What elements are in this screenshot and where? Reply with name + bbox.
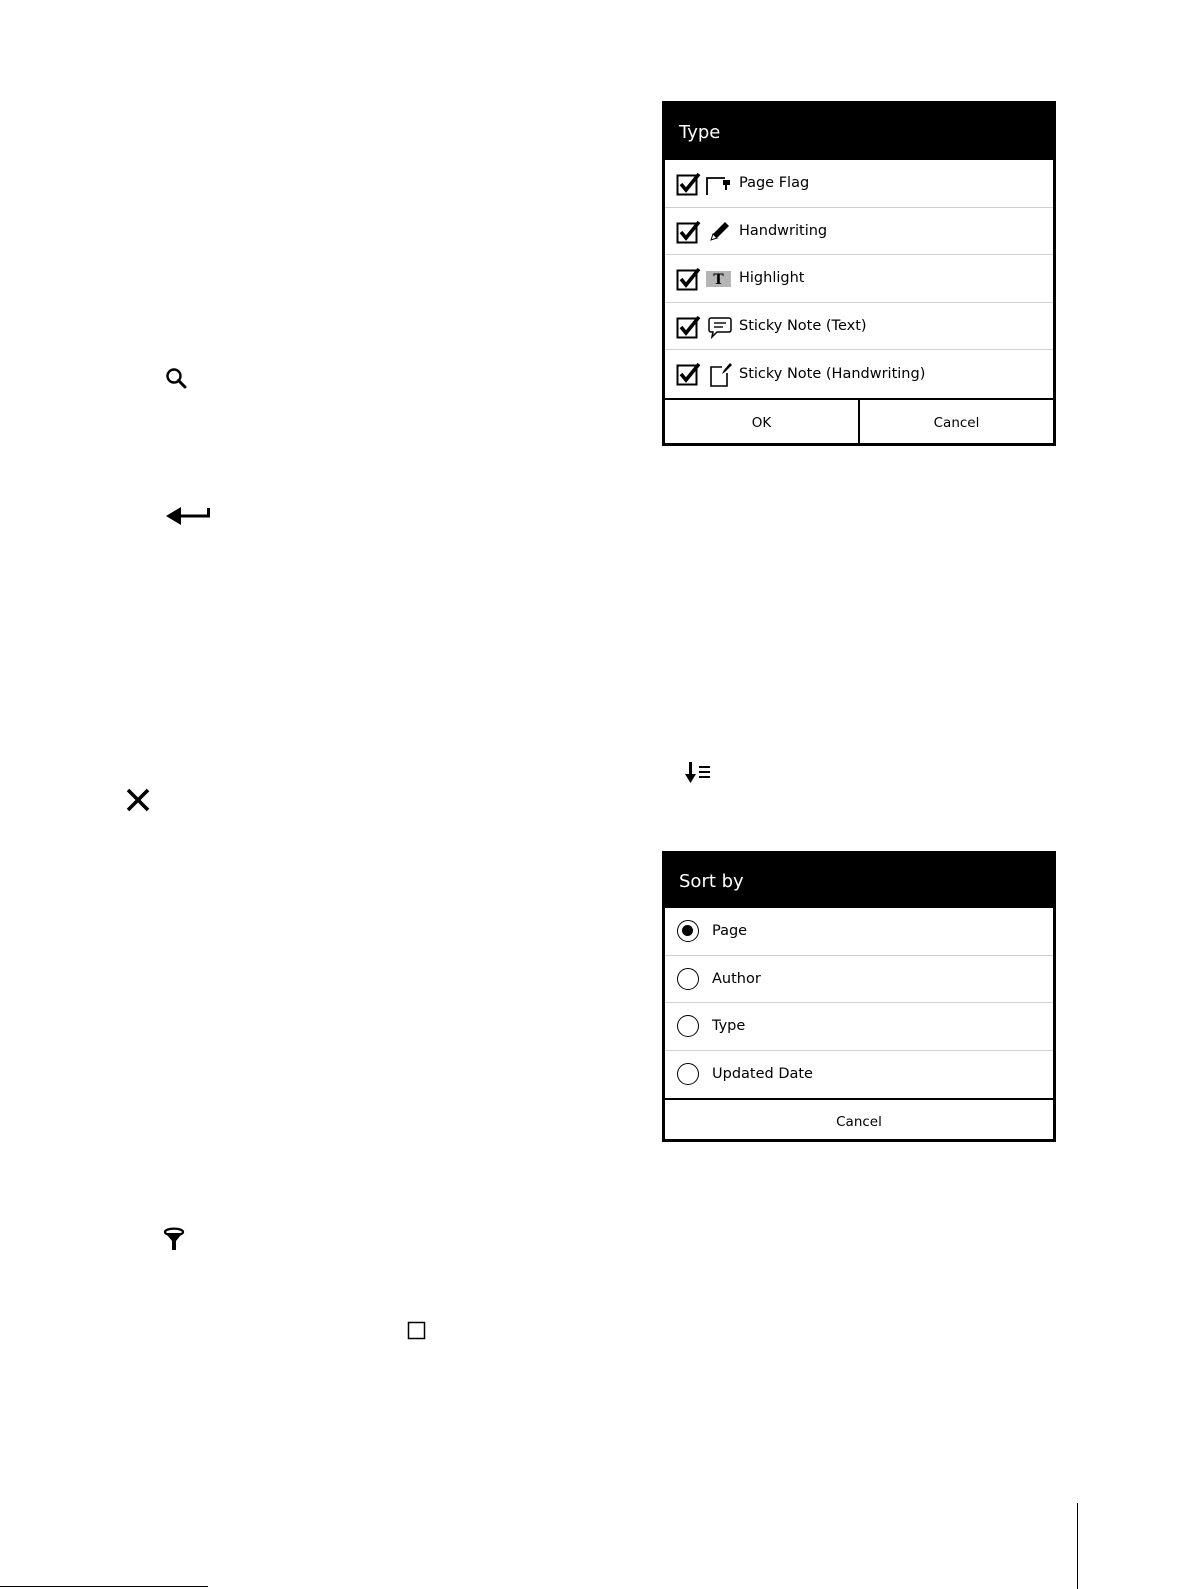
type-option-sticky-note-handwriting[interactable]: [665, 350, 1053, 398]
highlight-icon: [705, 266, 731, 292]
svg-text:T: T: [713, 272, 724, 288]
type-options-list: [665, 160, 1053, 398]
sort-icon[interactable]: [684, 760, 714, 786]
sort-option-updated-date[interactable]: [665, 1051, 1053, 1099]
type-option-label: Sticky Note (Handwriting): [739, 365, 926, 382]
cancel-button[interactable]: Cancel: [836, 1113, 882, 1130]
sort-option-label: Page: [712, 923, 748, 940]
type-option-handwriting[interactable]: [665, 208, 1053, 256]
checkbox-checked-icon[interactable]: [676, 315, 702, 339]
type-dialog-title: Type: [665, 104, 1053, 160]
radio-unselected-icon[interactable]: [677, 1015, 699, 1037]
sort-option-label: Author: [712, 970, 761, 987]
sticky-note-text-icon: [707, 314, 733, 340]
type-option-label: Page Flag: [739, 175, 810, 192]
page-edge-rule: [1077, 1503, 1078, 1589]
sort-options-list: [665, 908, 1053, 1098]
type-option-highlight[interactable]: [665, 255, 1053, 303]
radio-selected-icon[interactable]: [677, 920, 699, 942]
filter-icon[interactable]: [163, 1227, 187, 1255]
sort-by-dialog: [662, 851, 1056, 1142]
checkbox-checked-icon[interactable]: [676, 220, 702, 244]
checkbox-checked-icon[interactable]: [676, 362, 702, 386]
sort-option-label: Type: [712, 1018, 746, 1035]
page-flag-icon: [705, 171, 731, 197]
pen-icon: [707, 219, 733, 245]
sort-option-label: Updated Date: [712, 1066, 813, 1083]
close-icon[interactable]: [124, 786, 152, 814]
search-icon[interactable]: [164, 366, 190, 392]
ok-button[interactable]: OK: [751, 414, 772, 431]
type-option-page-flag[interactable]: [665, 160, 1053, 208]
back-arrow-icon[interactable]: [164, 503, 214, 529]
sort-option-page[interactable]: [665, 908, 1053, 956]
sort-dialog-buttons: [665, 1098, 1053, 1143]
empty-checkbox-icon: [407, 1321, 427, 1341]
cancel-button[interactable]: Cancel: [858, 400, 1053, 446]
type-option-label: Handwriting: [739, 222, 828, 239]
sticky-note-handwriting-icon: [707, 361, 733, 387]
type-dialog-buttons: [665, 398, 1053, 446]
sort-option-author[interactable]: [665, 956, 1053, 1004]
type-option-label: Highlight: [739, 270, 805, 287]
footer-rule: [0, 1586, 208, 1587]
checkbox-checked-icon[interactable]: [676, 172, 702, 196]
radio-unselected-icon[interactable]: [677, 968, 699, 990]
checkbox-checked-icon[interactable]: [676, 267, 702, 291]
type-option-label: Sticky Note (Text): [739, 317, 867, 334]
sort-dialog-title: Sort by: [665, 854, 1053, 908]
radio-unselected-icon[interactable]: [677, 1063, 699, 1085]
sort-option-type[interactable]: [665, 1003, 1053, 1051]
type-filter-dialog: [662, 101, 1056, 446]
type-option-sticky-note-text[interactable]: [665, 303, 1053, 351]
